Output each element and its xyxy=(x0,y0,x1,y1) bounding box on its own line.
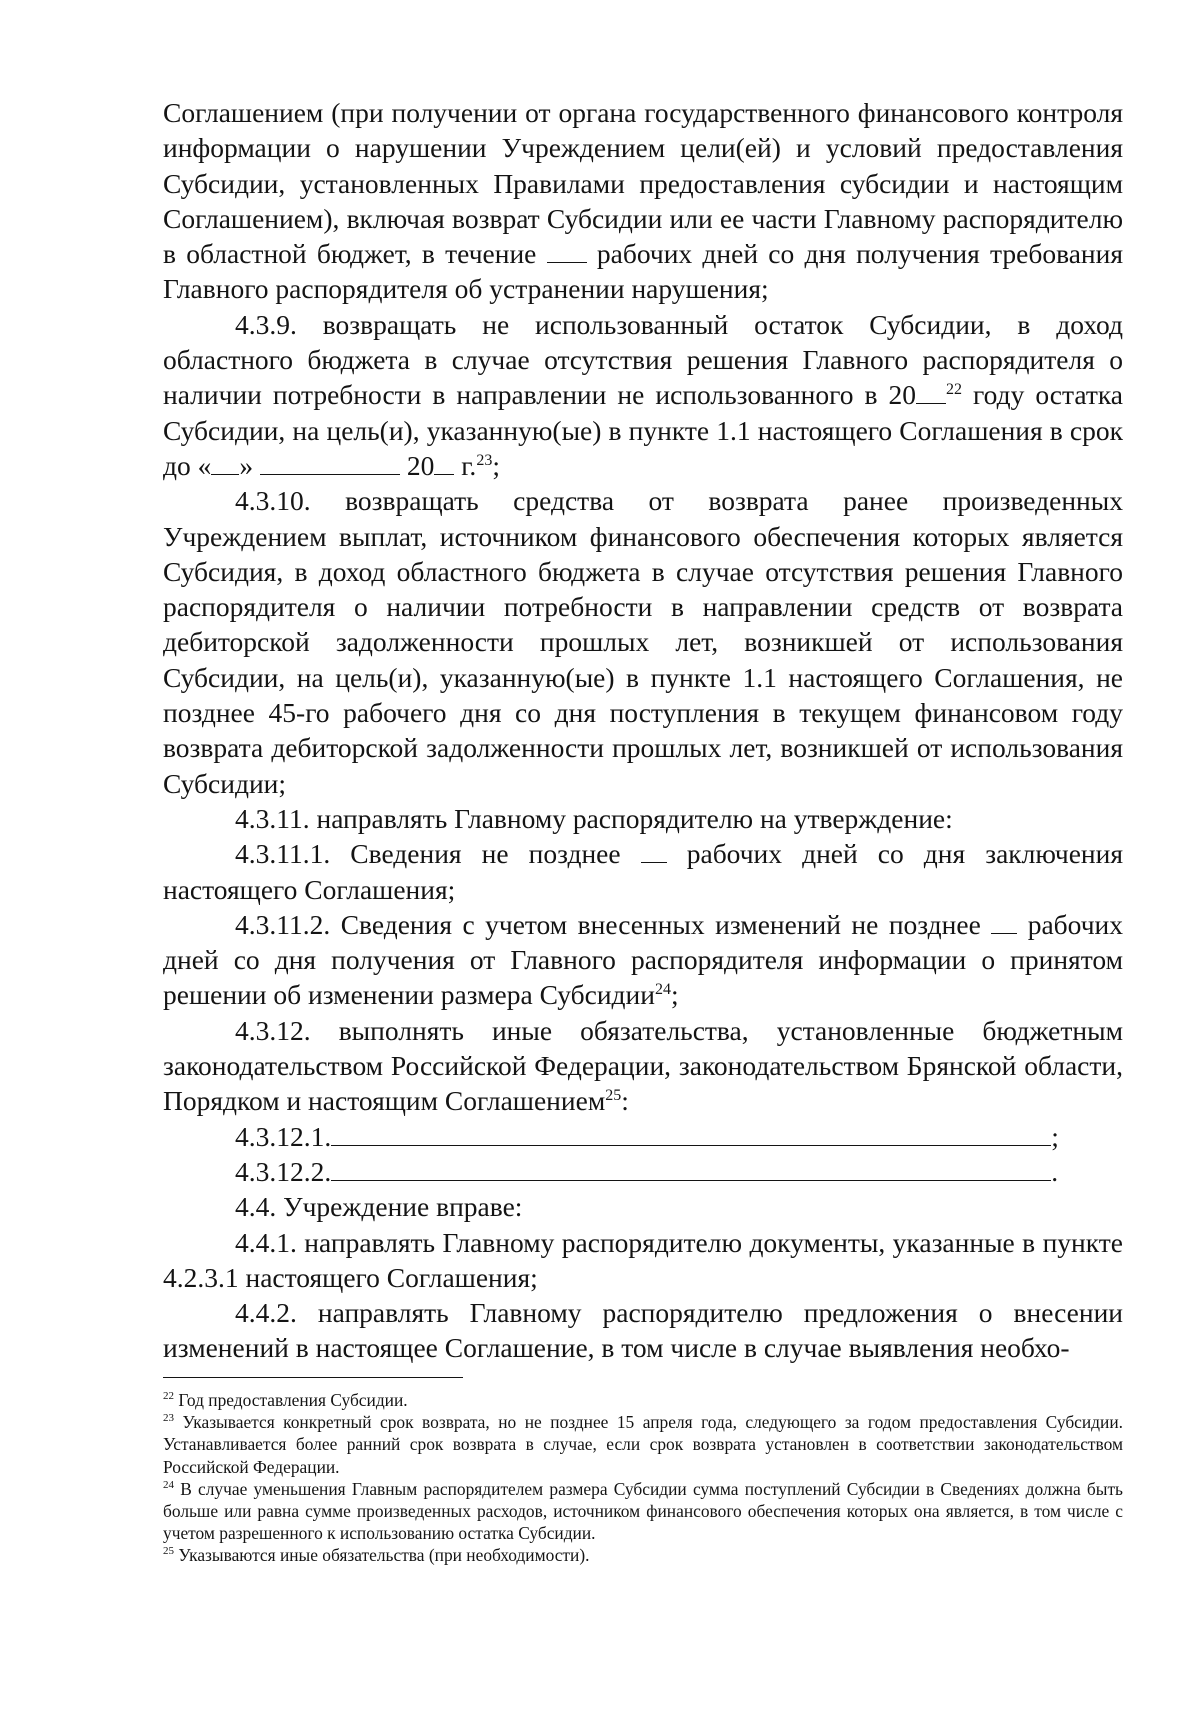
footnote-separator xyxy=(163,1377,463,1378)
blank-day xyxy=(211,452,239,475)
paragraph-4-3-11-1 xyxy=(163,836,1123,907)
p439-part-c: » xyxy=(239,449,260,481)
blank-days-2 xyxy=(641,840,667,863)
p439-part-a: 4.3.9. возвращать не использованный остаток Субсидии, в доход областного бюджета в случае отсутствия решения Главного распорядителя о наличии потребности в направлении не использованного в 20 xyxy=(163,308,1123,411)
footnote-24 xyxy=(163,1478,1123,1545)
p43122-end: . xyxy=(1051,1155,1059,1187)
blank-obligation-2 xyxy=(331,1158,1051,1181)
document-body xyxy=(163,95,1123,1366)
paragraph-continuation-text: Соглашением (при получении от органа государственного финансового контроля информации о нарушении Учреждением цели(ей) и условий предоставления Субсидии, установленных Правилами предоставления субсидии и настоящим Соглашением), включая возврат Субсидии или ее части Главному распорядителю в областной бюджет, в течение xyxy=(163,97,1123,270)
footnote-22 xyxy=(163,1389,1123,1411)
paragraph-4-3-12 xyxy=(163,1013,1123,1119)
footnotes xyxy=(163,1377,1123,1567)
p43112-part-b: рабочих дней со дня получения от Главного распорядителя информации о принятом решении об изменении размера Субсидии xyxy=(163,908,1123,1011)
footnote-number: 22 xyxy=(163,1390,174,1403)
p43121-label: 4.3.12.1. xyxy=(235,1120,332,1152)
paragraph-4-3-12-1 xyxy=(163,1119,1123,1154)
p439-part-e: г. xyxy=(454,449,477,481)
footnote-ref-25: 25 xyxy=(605,1087,622,1105)
footnote-number: 23 xyxy=(163,1412,174,1425)
footnote-text: Указывается конкретный срок возврата, но не позднее 15 апреля года, следующего за годом предоставления Субсидии. Устанавливается более ранний срок возврата в случае, если срок возврата установлен в соответствии законодательством Российской Федерации. xyxy=(163,1412,1123,1477)
paragraph-continuation xyxy=(163,95,1123,307)
p4312-part-b: : xyxy=(621,1085,629,1117)
blank-month xyxy=(260,452,400,475)
blank-year-2 xyxy=(434,452,454,475)
blank-days xyxy=(547,240,587,263)
blank-obligation-1 xyxy=(331,1123,1051,1146)
footnote-number: 25 xyxy=(163,1545,174,1558)
p43121-end: ; xyxy=(1051,1120,1059,1152)
paragraph-4-3-11: 4.3.11. направлять Главному распорядителю на утверждение: xyxy=(235,802,953,834)
footnote-text: Указываются иные обязательства (при необходимости). xyxy=(178,1545,590,1566)
paragraph-4-3-11-2 xyxy=(163,907,1123,1013)
blank-year xyxy=(916,381,946,404)
footnote-25 xyxy=(163,1544,1123,1566)
p439-part-f: ; xyxy=(492,449,500,481)
p43112-part-c: ; xyxy=(670,979,679,1011)
footnote-23 xyxy=(163,1411,1123,1478)
footnote-text: Год предоставления Субсидии. xyxy=(178,1390,408,1410)
blank-days-3 xyxy=(991,911,1017,934)
p43112-part-a: 4.3.11.2. Сведения с учетом внесенных изменений не позднее xyxy=(235,908,981,940)
p43122-label: 4.3.12.2. xyxy=(235,1155,332,1187)
paragraph-continuation-tail: рабочих дней со дня получения требования Главного распорядителя об устранении нарушения; xyxy=(163,238,1123,305)
footnote-ref-22: 22 xyxy=(946,381,962,399)
footnote-text: В случае уменьшения Главным распорядителем размера Субсидии сумма поступлений Субсидии в Сведениях должна быть больше или равна сумме произведенных расходов, источником финансового обеспечения которых она является, в том числе с учетом разрешенного к использованию остатка Субсидии. xyxy=(163,1478,1123,1544)
paragraph-4-3-9 xyxy=(163,307,1123,483)
paragraph-4-4-1: 4.4.1. направлять Главному распорядителю документы, указанные в пункте 4.2.3.1 настоящего Соглашения; xyxy=(163,1226,1123,1293)
footnote-ref-23: 23 xyxy=(476,451,493,469)
p439-part-d: 20 xyxy=(400,449,435,481)
footnote-ref-24: 24 xyxy=(654,981,671,999)
p4312-part-a: 4.3.12. выполнять иные обязательства, установленные бюджетным законодательством Российской Федерации, законодательством Брянской области, Порядком и настоящим Соглашением xyxy=(163,1014,1123,1117)
p43111-part-b: рабочих дней со дня заключения настоящего Соглашения; xyxy=(163,838,1123,905)
paragraph-4-3-12-2 xyxy=(163,1154,1123,1189)
paragraph-4-4-2: 4.4.2. направлять Главному распорядителю предложения о внесении изменений в настоящее Соглашение, в том числе в случае выявления необхо- xyxy=(163,1297,1123,1364)
paragraph-4-3-10: 4.3.10. возвращать средства от возврата ранее произведенных Учреждением выплат, источником финансового обеспечения которых является Субсидия, в доход областного бюджета в случае отсутствия решения Главного распорядителя о наличии потребности в направлении средств от возврата дебиторской задолженности прошлых лет, возникшей от использования Субсидии, на цель(и), указанную(ые) в пункте 1.1 настоящего Соглашения, не позднее 45-го рабочего дня со дня поступления в текущем финансовом году возврата дебиторской задолженности прошлых лет, возникшей от использования Субсидии; xyxy=(163,485,1123,799)
p439-part-b: году остатка Субсидии, на цель(и), указанную(ые) в пункте 1.1 настоящего Соглашения в срок до « xyxy=(163,379,1124,481)
paragraph-4-4: 4.4. Учреждение вправе: xyxy=(235,1191,523,1223)
footnote-number: 24 xyxy=(163,1479,174,1492)
p43111-part-a: 4.3.11.1. Сведения не позднее xyxy=(235,838,621,870)
